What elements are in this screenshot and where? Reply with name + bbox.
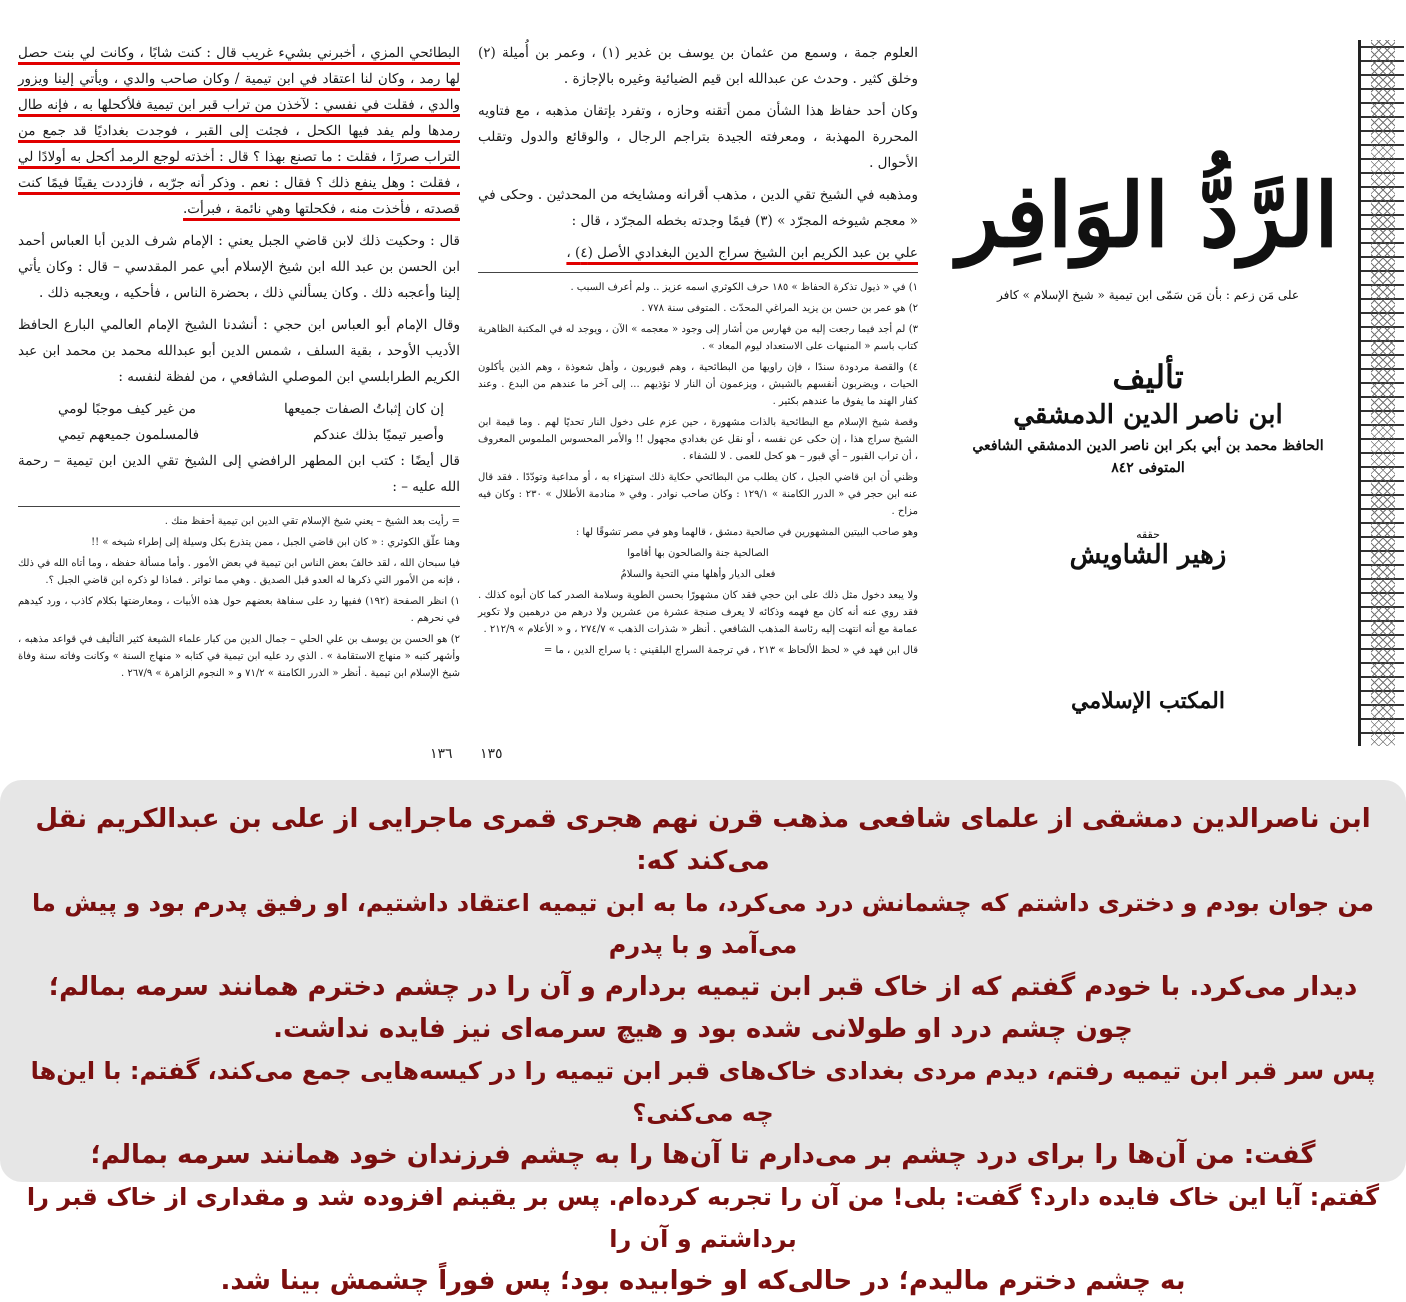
- footnotes: [478, 279, 918, 659]
- paragraph: ومذهبه في الشيخ تقي الدين ، مذهب أقرانه ومشايخه من المحدثين . وحكى في « معجم شيوخه المجرّد » (٣) فيمًا وجدته بخطه المجرّد ، قال :: [478, 187, 918, 229]
- poem-hemistich: وأصير تيميًا بذلك عندكم: [313, 427, 444, 443]
- page-number: ١٣٥: [480, 746, 503, 762]
- translation-line: ابن ناصرالدین دمشقی از علمای شافعی مذهب قرن نهم هجری قمری ماجرایی از علی بن عبدالکریم نقل می‌کند که:: [35, 804, 1371, 876]
- footnote-verse: الصالحية جنة والصالحون بها أقاموا: [627, 548, 769, 559]
- poem-hemistich: إن كان إثباتُ الصفات جميعها: [284, 401, 444, 417]
- author-name: ابن ناصر الدين الدمشقي: [1013, 400, 1283, 430]
- footnote: وقصة شيخ الإسلام مع البطائحية بالذات مشهورة ، حين عزم على دخول النار تحديًا لهم . وما قيمة ابن الشيخ سراج هذا ، إن حكى عن نفسه ، أو نقل عن بغدادي مجهول !! والأمر المحسوس الملموس المعروف ، أن تراب القبور – أي قبور – هو كحل للعمى . لا للشفاء .: [478, 417, 918, 462]
- translation-box: [0, 780, 1406, 1296]
- author-death-year: المتوفى ٨٤٢: [1111, 460, 1185, 476]
- footnote: ٤) والقصة مردودة سندًا ، فإن راويها من البطائحية ، وهم قبوريون ، وأهل شعوذة ، وهم الذين يأكلون الحيات ، ويضربون أنفسهم بالشيش ، ويزعمون أن النار لا تؤذيهم ... إلى آخر ما عندهم من البدع . وعند كفار الهند ما يفوق ما عندهم بكثير .: [478, 362, 918, 407]
- footnote: ١) انظر الصفحة (١٩٢) ففيها رد على سفاهة بعضهم حول هذه الأبيات ، ومعارضتها بكلام كاذب ، ورد كيدهم في نحرهم .: [18, 596, 461, 624]
- translation-line: دیدار می‌کرد. با خودم گفتم که از خاک قبر ابن تیمیه بردارم و آن را در چشم دخترم همانند سرمه بمالم؛: [48, 972, 1358, 1002]
- poem-hemistich: من غير كيف موجبًا لومي: [58, 401, 197, 417]
- footnote-divider: [18, 506, 460, 507]
- editor-label: حققه: [1136, 528, 1160, 541]
- right-page: [478, 40, 918, 663]
- poem-line: [18, 422, 460, 448]
- footnote: ٢) هو الحسن بن يوسف بن علي الحلي – جمال الدين من كبار علماء الشيعة كثير التأليف في قواعد مذهبه ، وأشهر كتبه « منهاج الاستقامة » . الذي رد عليه ابن تيمية في كتابه « منهاج السنة » وكانت وفاته سنة وفاة شيخ الإسلام ابن تيمية . أنظر « الدرر الكامنة » ٧١/٢ و « النجوم الزاهرة » ٢٦٧/٩ .: [18, 634, 460, 679]
- footnote: ١) في « ذيول تذكرة الحفاظ » ١٨٥ حرف الكوثري اسمه عزيز .. ولم أعرف السبب .: [570, 282, 918, 293]
- author-label: تأليف: [1112, 358, 1184, 396]
- poem-hemistich: فالمسلمون جميعهم تيمي: [58, 427, 200, 443]
- ornamental-border: [1358, 40, 1404, 746]
- footnote: فيا سبحان الله ، لقد خالفَ بعض الناس ابن تيمية في بعض الأمور . وأما مسألة حفظه ، وما أتاه الله في ذلك ، فإنه من الأمور التي ذكرها له العدو قبل الصديق . وهي مما تواتر . فماذا لو ذكره ابن قاضي الجبل ؟.: [18, 558, 460, 586]
- author-full-name: الحافظ محمد بن أبي بكر ابن ناصر الدين الدمشقي الشافعي: [972, 438, 1324, 454]
- paragraph: وكان أحد حفاظ هذا الشأن ممن أتقنه وحازه ، وتفرد بإتقان مذهبه ، مع فتاويه المحررة المهذبة ، ومعرفته الجيدة بتراجم الرجال ، والوقائع والدول وتقلب الأحوال .: [478, 103, 918, 171]
- underlined-narrator-name: علي بن عبد الكريم ابن الشيخ سراج الدين البغدادي الأصل (٤) ،: [566, 245, 918, 261]
- paragraph: العلوم جمة ، وسمع من عثمان بن يوسف بن غدير (١) ، وعمر بن أُميلة (٢) وخلق كثير . وحدث عن عبدالله ابن قيم الضيائية وغيره بالإجازة .: [478, 45, 918, 87]
- footnote: ٢) هو عمر بن حسن بن يزيد المراغي المحدّث . المتوفى سنة ٧٧٨ .: [641, 303, 918, 314]
- footnote-verse: فعلى الديار وأهلها مني التحية والسلامُ: [620, 569, 776, 580]
- footnote: ٣) لم أجد فيما رجعت إليه من فهارس من أشار إلى وجود « معجمه » الآن ، ويوجد له في المكتبة الظاهرية كتاب باسم « المنبهات على الاستعداد ليوم المعاد » .: [478, 324, 918, 352]
- translation-line: گفت: من آن‌ها را برای درد چشم بر می‌دارم تا آن‌ها را به چشم فرزندان خود همانند سرمه بمالم؛: [90, 1140, 1316, 1170]
- editor-name: زهير الشاويش: [1069, 540, 1227, 570]
- translation-line: به چشم دخترم مالیدم؛ در حالی‌که او خوابیده بود؛ پس فوراً چشمش بینا شد.: [220, 1266, 1186, 1296]
- underlined-story-text: البطائحي المزي ، أخبرني بشيء غريب قال : كنت شابًا ، وكانت لي بنت حصل لها رمد ، وكان لنا اعتقاد في ابن تيمية / وكان صاحب والدي ، ويأتي إلينا ويزور والدي ، فقلت في نفسي : لآخذن من تراب قبر ابن تيمية فلأكحلها به ، فإنه طال رمدها ولم يفد فيها الكحل ، فجئت إلى القبر ، فوجدت بغداديًا قد جمع من التراب صررًا ، فقلت : ما تصنع بهذا ؟ قال : أخذته لوجع الرمد أكحل به أولادًا لي ، فقلت : وهل ينفع ذلك ؟ فقال : نعم . وذكر أنه جرّبه ، فازددت يقينًا فيمًا كنت قصدته ، فأخذت منه ، فكحلتها وهي نائمة ، فبرأت.: [18, 45, 460, 217]
- translation-line: پس سر قبر ابن تیمیه رفتم، دیدم مردی بغدادی خاک‌های قبر ابن تیمیه را در کیسه‌هایی جمع می‌کند، گفتم: با این‌ها چه می‌کنی؟: [30, 1057, 1376, 1127]
- footnote: وظني أن ابن قاضي الجبل ، كان يطلب من البطائحي حكاية ذلك استهزاء به ، أو مداعبة وتودّدًا . فقد قال عنه ابن حجر في « الدرر الكامنة » ١٢٩/١ : وكان صاحب نوادر . وفي « منادمة الأطلال » ٢٣٠ : وكان فيه مزاح .: [478, 472, 918, 517]
- footnotes: [18, 513, 460, 682]
- book-cover: [940, 40, 1356, 746]
- book-subtitle: على مَن زعم : بأن مَن سَمّى ابن تيمية « شيخ الإسلام » كافر: [996, 288, 1300, 302]
- paragraph: وقال الإمام أبو العباس ابن حجي : أنشدنا الشيخ الإمام العالمي البارع الحافظ الأديب الأوحد ، بقية السلف ، شمس الدين أبو عبدالله محمد بن محمد ابن عبد الكريم الطرابلسي ابن الموصلي الشافعي ، من لفظة لنفسه :: [18, 317, 460, 385]
- publisher-name: المكتب الإسلامي: [1071, 688, 1225, 714]
- footnote: ولا يبعد دخول مثل ذلك على ابن حجي فقد كان مشهورًا بحسن الطوية وسلامة الصدر كما كان أبوه كذلك . فقد روي عنه أنه كان مع فهمه وذكائه لا يعرف صنجة عشرة من عشرين ولا درهم من درهمين ولا تكوير عمامة مع أنه انتهت إليه رئاسة المذهب الشافعي . أنظر « شذرات الذهب » ٢٧٤/٧ ، و « الأعلام » ٢١٢/٩ .: [478, 590, 918, 635]
- book-title: الرَّدُّ الوَافِر: [957, 163, 1339, 267]
- translation-line: چون چشم درد او طولانی شده بود و هیچ سرمه‌ای نیز فایده نداشت.: [273, 1014, 1133, 1044]
- footnote: قال ابن فهد في « لحظ الألحاظ » ٢١٣ ، في ترجمة السراج البلقيني : يا سراج الدين ، ما =: [543, 645, 918, 656]
- footnote: وهو صاحب البيتين المشهورين في صالحية دمشق ، قالهما وهو في مصر تشوقًا لها :: [575, 527, 918, 538]
- translation-line: من جوان بودم و دختری داشتم که چشمانش درد می‌کرد، ما به ابن تیمیه اعتقاد داشتیم، او رفیق پدرم بود و پیش ما می‌آمد و با پدرم: [32, 889, 1374, 959]
- narrator-line: [478, 240, 918, 266]
- footnote-divider: [478, 272, 918, 273]
- poem-line: [18, 396, 460, 422]
- story-paragraph: [18, 40, 460, 222]
- page-number: ١٣٦: [430, 746, 453, 762]
- left-page: [18, 40, 460, 686]
- footnote: وهنا علّق الكوثري : « كان ابن قاضي الجبل ، ممن يتذرع بكل وسيلة إلى إطراء شيخه » !!: [91, 537, 460, 548]
- footnote: = رأيت بعد الشيخ – يعني شيخ الإسلام تقي الدين ابن تيمية أحفظ منك .: [164, 516, 460, 527]
- paragraph: قال : وحكيت ذلك لابن قاضي الجبل يعني : الإمام شرف الدين أبا العباس أحمد ابن الحسن بن عبد الله ابن شيخ الإسلام أبي عمر المقدسي – قال : وكان يأتي إلينا وأعجبه ذلك . وكان يسألني ذلك ، بحضرة الناس ، فأحكيه ، ويعجبه ذلك .: [18, 233, 460, 301]
- translation-line: گفتم: آیا این خاک فایده دارد؟ گفت: بلی! من آن را تجربه کرده‌ام. پس بر یقینم افزوده شد و مقداری از خاک قبر را برداشتم و آن را: [26, 1183, 1380, 1253]
- paragraph: قال أيضًا : كتب ابن المطهر الرافضي إلى الشيخ تقي الدين ابن تيمية – رحمة الله عليه – :: [18, 453, 460, 495]
